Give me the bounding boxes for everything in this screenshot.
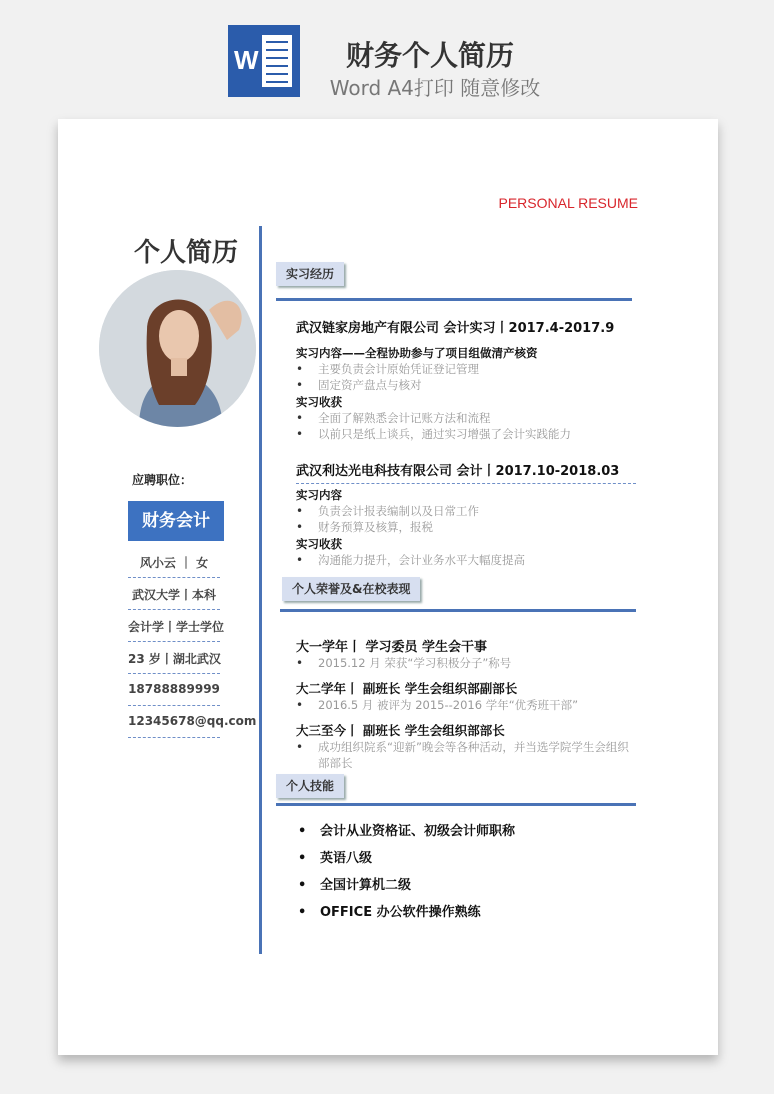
skill-item: • OFFICE 办公软件操作熟练: [298, 903, 638, 930]
honor-heading: 大二学年丨 副班长 学生会组织部副部长: [296, 681, 518, 696]
skill-item: • 会计从业资格证、初级会计师职称: [298, 822, 638, 849]
list-item: • 固定资产盘点与核对: [296, 377, 636, 393]
skill-item: • 英语八级: [298, 849, 638, 876]
banner-title: 财务个人简历: [345, 39, 514, 72]
info-degree: 会计学丨学士学位: [128, 610, 220, 642]
list-item: • 主要负责会计原始凭证登记管理: [296, 361, 636, 377]
personal-info: [128, 546, 257, 738]
skill-item: • 全国计算机二级: [298, 876, 638, 903]
word-icon: [228, 25, 300, 97]
job-title: 财务会计: [128, 501, 224, 541]
company-title: 武汉链家房地产有限公司 会计实习丨2017.4-2017.9: [296, 321, 615, 336]
info-name-gender: 风小云 ｜ 女: [128, 546, 220, 578]
banner-header: [0, 0, 774, 118]
section-line-internship: [276, 298, 632, 301]
list-item: • 成功组织院系“迎新”晚会等各种活动，并当选学院学生会组织部部长: [296, 739, 636, 771]
internship-content: [296, 317, 636, 568]
internship-content-heading: 实习内容: [296, 488, 342, 502]
list-item: • 以前只是纸上谈兵，通过实习增强了会计实践能力: [296, 426, 636, 442]
list-item: • 2016.5 月 被评为 2015--2016 学年“优秀班干部”: [296, 697, 636, 713]
section-line-honors: [280, 609, 636, 612]
honors-content: [296, 632, 636, 771]
honor-heading: 大一学年丨 学习委员 学生会干事: [296, 640, 488, 655]
internship-content-heading: 实习内容——全程协助参与了项目组做清产核资: [296, 346, 538, 360]
list-item: • 2015.12 月 荣获“学习积极分子”称号: [296, 655, 636, 671]
banner-subtitle: Word A4打印 随意修改: [329, 76, 541, 100]
avatar: [99, 270, 256, 427]
section-line-skills: [276, 803, 636, 806]
section-tag-honors: 个人荣誉及&在校表现: [282, 577, 420, 601]
left-title: 个人简历: [134, 238, 239, 268]
internship-gain-heading: 实习收获: [296, 395, 342, 409]
word-logo-letter: W: [234, 45, 259, 75]
skills-content: [298, 822, 638, 930]
info-education: 武汉大学丨本科: [128, 578, 220, 610]
list-item: • 负责会计报表编制以及日常工作: [296, 503, 636, 519]
info-age-location: 23 岁丨湖北武汉: [128, 642, 220, 674]
list-item: • 财务预算及核算，报税: [296, 519, 636, 535]
internship-gain-heading: 实习收获: [296, 537, 342, 551]
personal-resume-label: PERSONAL RESUME: [498, 195, 638, 211]
list-item: • 全面了解熟悉会计记账方法和流程: [296, 410, 636, 426]
company-title: 武汉利达光电科技有限公司 会计丨2017.10-2018.03: [296, 460, 636, 484]
section-tag-internship: 实习经历: [276, 262, 344, 286]
list-item: • 沟通能力提升，会计业务水平大幅度提高: [296, 552, 636, 568]
section-tag-skills: 个人技能: [276, 774, 344, 798]
document-icon: [262, 35, 292, 87]
honor-heading: 大三至今丨 副班长 学生会组织部部长: [296, 723, 505, 738]
info-email: 12345678@qq.com: [128, 706, 220, 738]
info-phone: 18788889999: [128, 674, 220, 706]
vertical-divider: [259, 226, 262, 954]
apply-position-label: 应聘职位：: [132, 473, 193, 487]
resume-page: [58, 119, 718, 1055]
